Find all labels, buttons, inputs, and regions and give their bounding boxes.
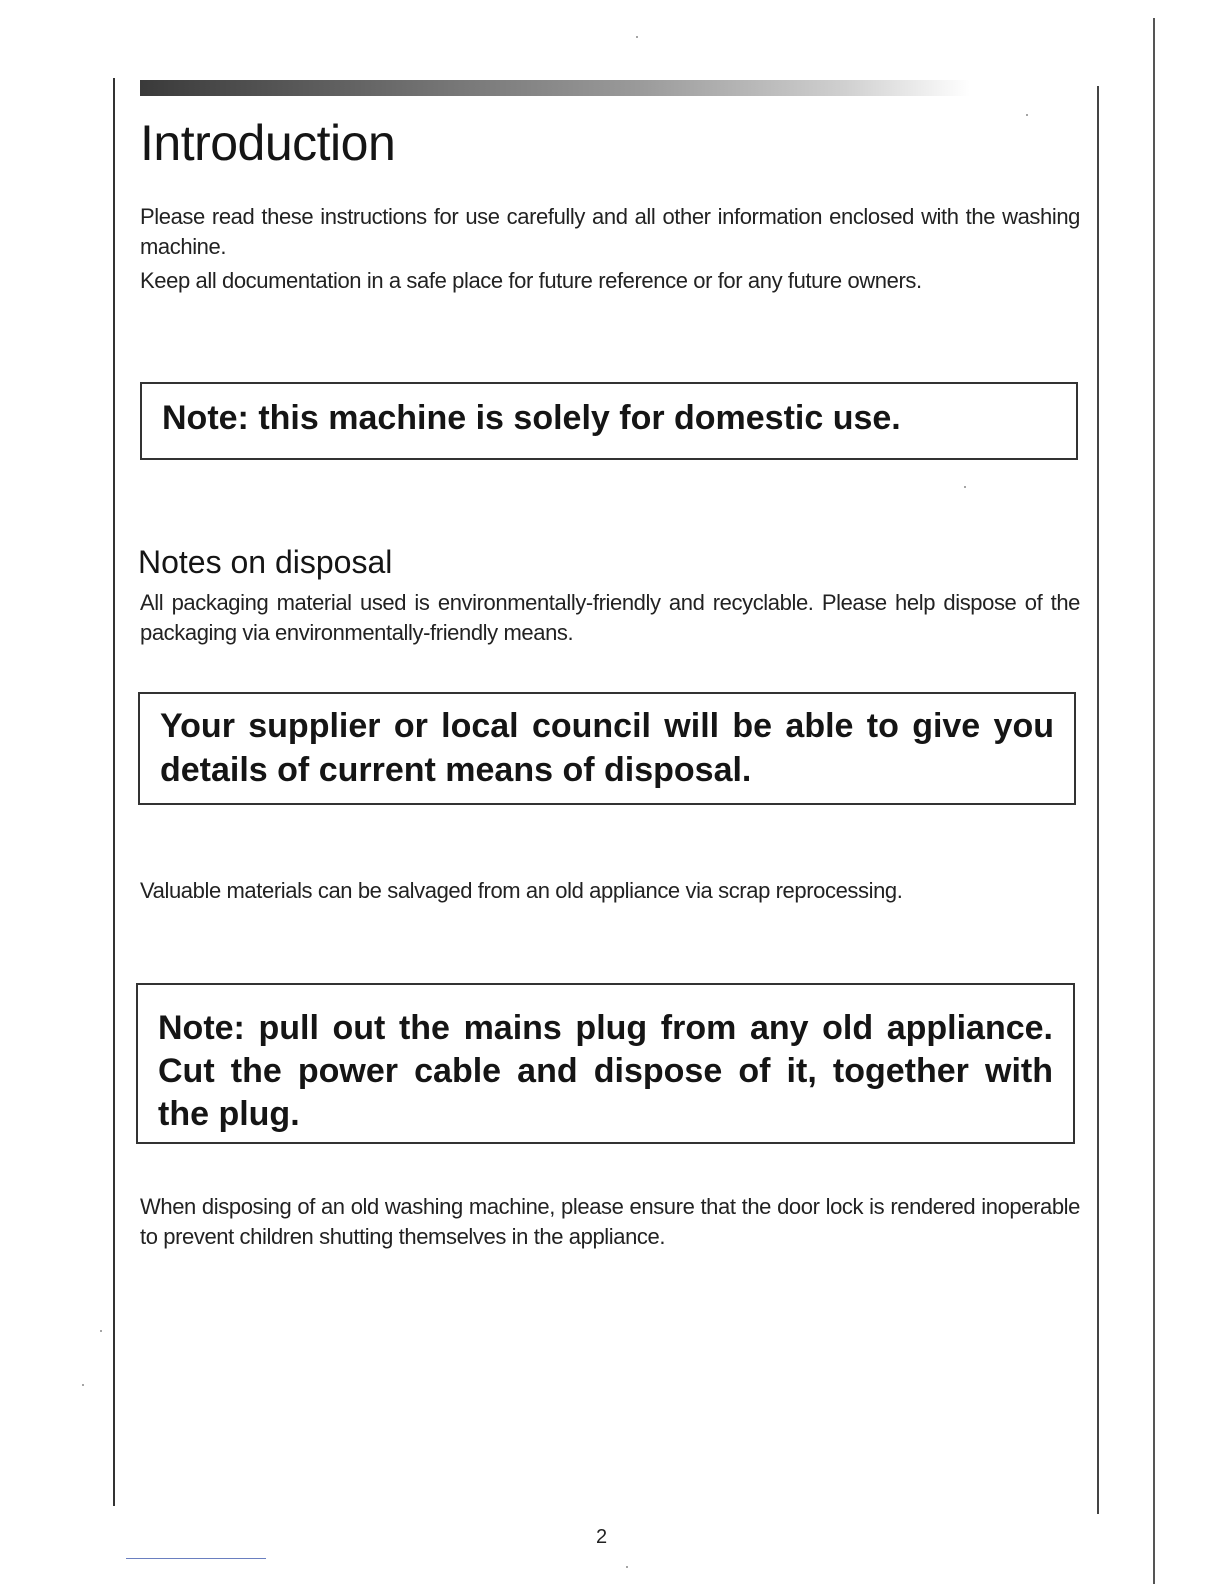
note-supplier-text: Your supplier or local council will be able to give you details of current means of disposal. bbox=[160, 707, 1054, 789]
right-margin-rule bbox=[1097, 86, 1099, 1514]
salvage-paragraph: Valuable materials can be salvaged from an old appliance via scrap reprocessing. bbox=[140, 878, 903, 903]
note-box-supplier bbox=[138, 692, 1076, 805]
page-title: Introduction bbox=[140, 115, 396, 171]
left-margin-rule bbox=[113, 78, 115, 1506]
intro-paragraph: Please read these instructions for use carefully and all other information enclosed with the washing machine. bbox=[140, 204, 1080, 259]
scan-speck bbox=[1026, 114, 1028, 116]
note-domestic-text: Note: this machine is solely for domestic use. bbox=[162, 399, 901, 437]
note-box-domestic-use bbox=[140, 382, 1078, 460]
scan-speck bbox=[82, 1384, 84, 1386]
footnote-rule bbox=[126, 1558, 266, 1559]
scan-speck bbox=[636, 36, 638, 38]
page-edge-line bbox=[1153, 18, 1155, 1584]
page-number: 2 bbox=[596, 1526, 608, 1548]
scan-speck bbox=[100, 1330, 102, 1332]
keep-documentation-paragraph: Keep all documentation in a safe place for future reference or for any future owners. bbox=[140, 268, 922, 293]
note-box-mains-plug bbox=[136, 983, 1075, 1144]
header-gradient-bar bbox=[140, 80, 970, 96]
door-lock-paragraph: When disposing of an old washing machine, please ensure that the door lock is rendered inoperable to prevent children shutting themselves in the appliance. bbox=[140, 1194, 1080, 1249]
scan-speck bbox=[964, 486, 966, 488]
disposal-heading: Notes on disposal bbox=[138, 544, 393, 580]
scan-speck bbox=[626, 1566, 628, 1568]
note-mains-text: Note: pull out the mains plug from any old appliance. Cut the power cable and dispose of it, together with the plug. bbox=[158, 1009, 1053, 1133]
disposal-paragraph: All packaging material used is environmentally-friendly and recyclable. Please help dispose of the packaging via environmentally-friendly means. bbox=[140, 590, 1080, 645]
